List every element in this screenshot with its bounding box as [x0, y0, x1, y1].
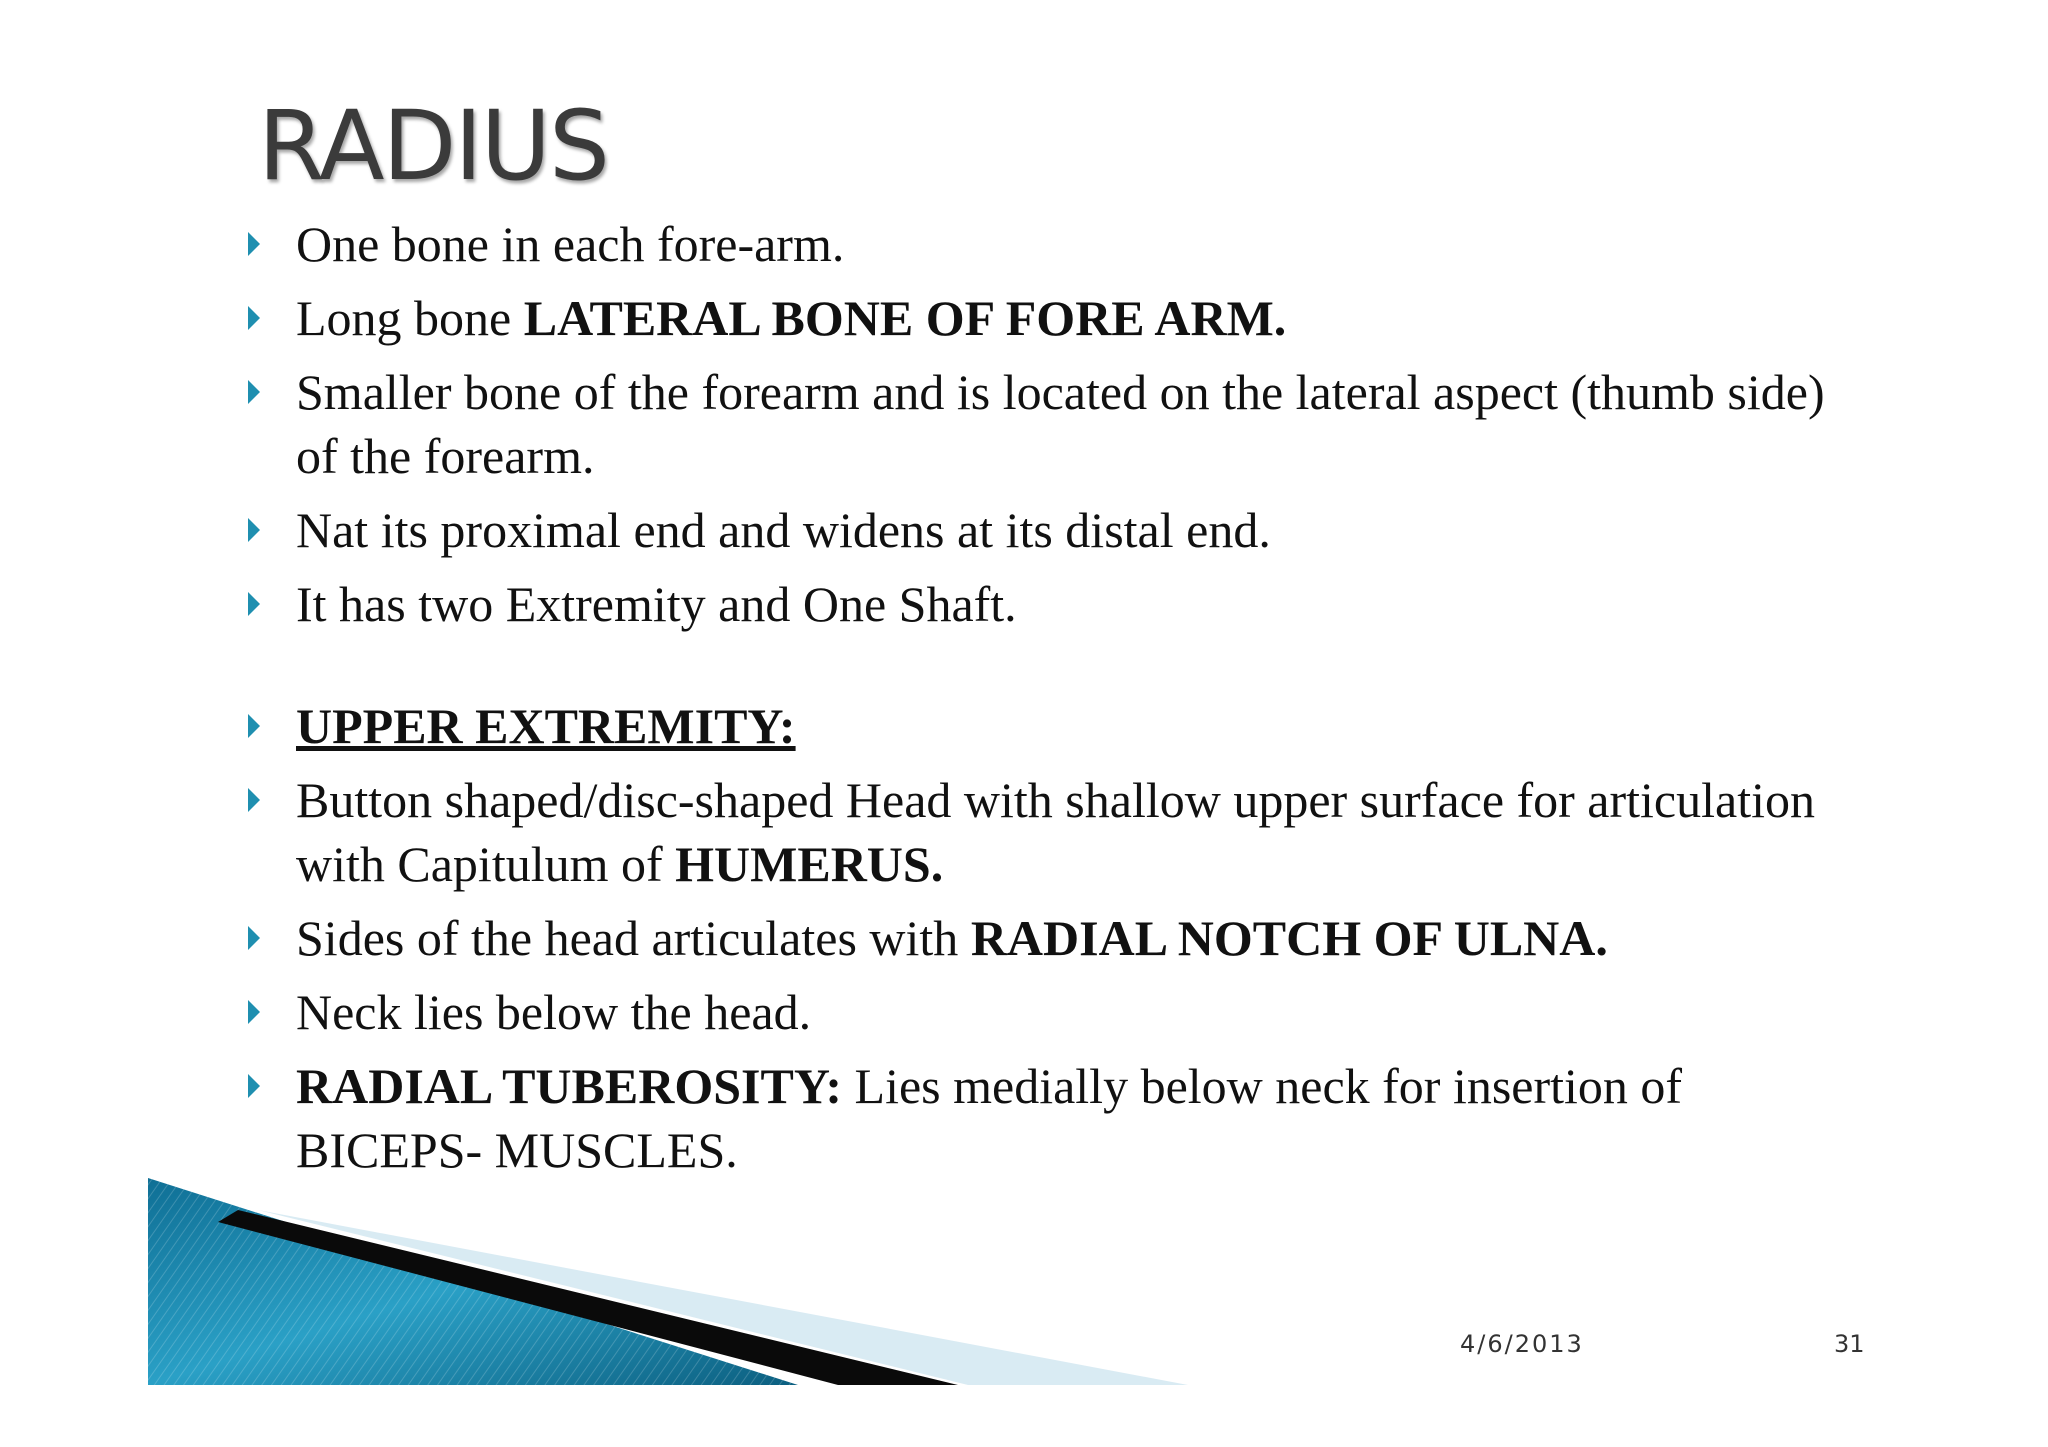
bullet-bold-text: RADIAL NOTCH OF ULNA. — [970, 910, 1608, 966]
bullet-icon — [248, 926, 260, 950]
bullet-item — [248, 980, 1868, 1044]
footer-date: 4/6/2013 — [1460, 1330, 1584, 1358]
bullet-item — [248, 212, 1868, 276]
bullet-icon — [248, 232, 260, 256]
bullet-list — [248, 212, 1868, 1192]
bullet-text: Neck lies below the head. — [296, 984, 812, 1040]
slide-title: RADIUS — [258, 90, 608, 202]
bullet-icon — [248, 788, 260, 812]
bullet-icon — [248, 380, 260, 404]
bullet-icon — [248, 518, 260, 542]
bullet-text: It has two Extremity and One Shaft. — [296, 576, 1017, 632]
bullet-icon — [248, 592, 260, 616]
bullet-text: One bone in each fore-arm. — [296, 216, 845, 272]
bullet-text: Lies medially below neck for insertion of BICEPS- MUSCLES. — [296, 1058, 1683, 1178]
bullet-item — [248, 360, 1868, 488]
bullet-icon — [248, 306, 260, 330]
corner-decoration — [148, 1170, 1188, 1385]
bullet-icon — [248, 1000, 260, 1024]
bullet-item — [248, 768, 1868, 896]
bullet-item — [248, 286, 1868, 350]
bullet-item — [248, 572, 1868, 636]
bullet-text: Button shaped/disc-shaped Head with shallow upper surface for articulation with Capitulum of — [296, 772, 1815, 892]
bullet-text: Nat its proximal end and widens at its distal end. — [296, 502, 1271, 558]
bullet-icon — [248, 714, 260, 738]
bullet-bold-text: RADIAL TUBEROSITY: — [296, 1058, 843, 1114]
bullet-icon — [248, 1074, 260, 1098]
bullet-item-heading — [248, 694, 1868, 758]
bullet-item — [248, 498, 1868, 562]
bullet-item — [248, 1054, 1868, 1182]
bullet-bold-text: HUMERUS. — [675, 836, 944, 892]
section-heading: UPPER EXTREMITY: — [296, 698, 796, 754]
bullet-text: Smaller bone of the forearm and is located on the lateral aspect (thumb side) of the forearm. — [296, 364, 1825, 484]
bullet-text: Long bone — [296, 290, 524, 346]
bullet-item — [248, 906, 1868, 970]
bullet-bold-text: LATERAL BONE OF FORE ARM. — [523, 290, 1287, 346]
page-number: 31 — [1834, 1330, 1865, 1358]
bullet-text: Sides of the head articulates with — [296, 910, 971, 966]
